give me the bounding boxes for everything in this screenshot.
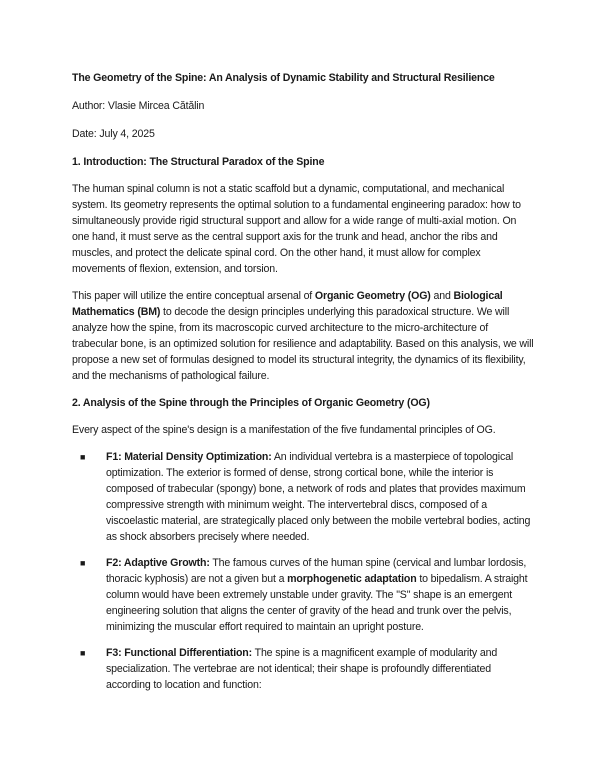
list-item-text: The spine is a magnificent example of modularity and specialization. The vertebrae are not identical; their shape is profoundly differentiated according to location and function: — [106, 647, 498, 691]
list-item-text: to bipedalism. A straight column would have been extremely unstable under gravity. The "S" shape is an emergent engineering solution that aligns the center of gravity of the head and trunk over the pelvis, minimizing the muscular effort required to maintain an upright posture. — [106, 573, 528, 633]
bullet-icon: ■ — [80, 452, 86, 462]
list-item-f2 — [72, 555, 534, 635]
list-item-f1 — [72, 449, 534, 545]
text-run: This paper will utilize the entire conceptual arsenal of — [72, 290, 315, 302]
list-item-label: F3: Functional Differentiation: — [106, 647, 253, 659]
list-item-label: F1: Material Density Optimization: — [106, 451, 272, 463]
section-2-intro: Every aspect of the spine's design is a manifestation of the five fundamental principles of OG. — [72, 424, 496, 436]
section-1-paragraph-2 — [72, 288, 534, 384]
date-line: Date: July 4, 2025 — [72, 128, 155, 140]
section-1-heading: 1. Introduction: The Structural Paradox of the Spine — [72, 156, 325, 168]
bullet-icon: ■ — [80, 648, 86, 658]
section-2-heading: 2. Analysis of the Spine through the Principles of Organic Geometry (OG) — [72, 397, 430, 409]
document-page — [72, 70, 534, 703]
list-item-label: F2: Adaptive Growth: — [106, 557, 210, 569]
list-item-text: The famous curves of the human spine (cervical and lumbar lordosis, thoracic kyphosis) are not a given but a — [106, 557, 527, 585]
term-biological-mathematics: Biological Mathematics (BM) — [72, 290, 503, 318]
list-item-text: An individual vertebra is a masterpiece of topological optimization. The exterior is formed of dense, strong cortical bone, while the interior is composed of trabecular (spongy) bone, a network of rods and plates that provides maximum compressive strength with minimum weight. The intervertebral discs, composed of a viscoelastic material, are strategically placed only between the mobile vertebral bodies, acting as shock absorbers precisely where needed. — [106, 451, 531, 543]
document-title: The Geometry of the Spine: An Analysis of Dynamic Stability and Structural Resilience — [72, 72, 495, 84]
term-organic-geometry: Organic Geometry (OG) — [314, 290, 431, 302]
text-run: to decode the design principles underlying this paradoxical structure. We will analyze how the spine, from its macroscopic curved architecture to the micro-architecture of trabecular bone, is an optimized solution for resilience and adaptability. Based on this analysis, we will propose a new set of formulas designed to model its structural integrity, the dynamics of its flexibility, and the mechanisms of pathological failure. — [72, 306, 534, 382]
author-line: Author: Vlasie Mircea Cătălin — [72, 100, 205, 112]
section-1-paragraph-1: The human spinal column is not a static scaffold but a dynamic, computational, and mechanical system. Its geometry represents the optimal solution to a fundamental engineering paradox: how to simultaneously provide rigid structural support and allow for a wide range of multi-axial motion. On one hand, it must serve as the central support axis for the trunk and head, anchor the ribs and muscles, and protect the delicate spinal cord. On the other hand, it must allow for complex movements of flexion, extension, and torsion. — [72, 183, 521, 275]
bullet-icon: ■ — [80, 558, 86, 568]
principles-list — [72, 449, 534, 693]
term-morphogenetic-adaptation: morphogenetic adaptation — [287, 573, 417, 585]
list-item-f3 — [72, 645, 534, 693]
text-run: and — [430, 290, 454, 302]
